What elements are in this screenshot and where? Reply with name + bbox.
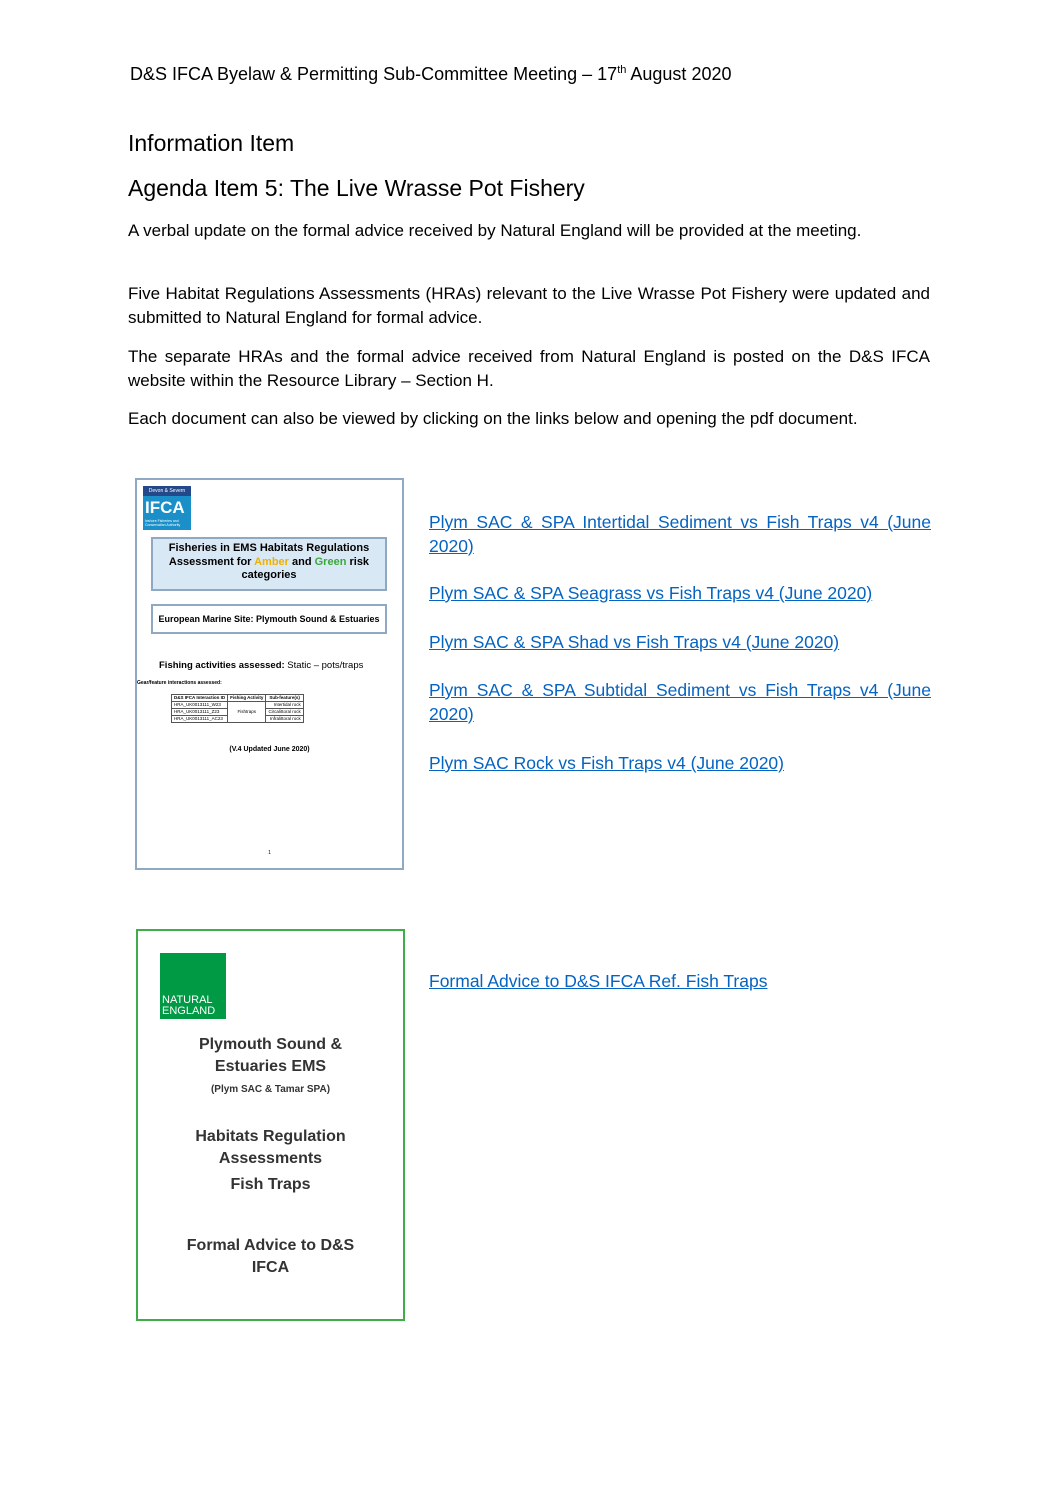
activities-label: Fishing activities assessed: — [159, 660, 285, 671]
table-cell: HRA_UK0013111_AC23 — [172, 716, 228, 723]
hra-cover-title — [151, 537, 387, 591]
hra-cover-version: (V.4 Updated June 2020) — [229, 746, 310, 753]
natural-england-logo — [160, 953, 226, 1019]
ifca-logo — [143, 486, 191, 530]
table-cell: Circalittoral rock — [266, 709, 303, 716]
link-shad[interactable]: Plym SAC & SPA Shad vs Fish Traps v4 (June 2020) — [429, 632, 840, 652]
paragraph-2: Five Habitat Regulations Assessments (HRAs) relevant to the Live Wrasse Pot Fishery were updated and submitted to Natural England for formal advice. — [128, 284, 930, 327]
link-rock[interactable]: Plym SAC Rock vs Fish Traps v4 (June 2020) — [429, 753, 784, 773]
table-header: Fishing Activity — [228, 695, 266, 702]
logo-line: ENGLAND — [162, 1005, 216, 1017]
hra-cover-table — [171, 694, 304, 723]
agenda-heading: Agenda Item 5: The Live Wrasse Pot Fishery — [128, 175, 585, 201]
hra-cover-gear-label: Gear/feature interactions assessed: — [137, 680, 222, 686]
title-part: Fisheries in EMS Habitats Regulations Assessment for — [168, 542, 370, 568]
paragraph-1: A verbal update on the formal advice received by Natural England will be provided at the meeting. — [128, 221, 862, 240]
table-cell: HRA_UK0013111_Z23 — [172, 709, 228, 716]
table-header: D&S IFCA Interaction ID — [172, 695, 228, 702]
header-sup: th — [617, 64, 627, 76]
info-heading: Information Item — [128, 130, 295, 156]
table-header: Sub-feature(s) — [266, 695, 303, 702]
header-text: D&S IFCA Byelaw & Permitting Sub-Committee Meeting – 17 — [130, 64, 618, 84]
ne-cover-line: IFCA — [251, 1259, 290, 1276]
logo-line: NATURAL — [162, 994, 213, 1006]
natural-england-logo-text — [162, 995, 215, 1017]
hra-cover-activities — [159, 660, 363, 671]
table-cell: Intertidal rock — [266, 702, 303, 709]
table-cell: Fishtraps — [228, 702, 266, 723]
ne-cover-line: Fish Traps — [230, 1176, 311, 1193]
hra-cover-thumbnail[interactable] — [135, 478, 404, 870]
ne-cover-line: Plymouth Sound & — [198, 1036, 343, 1053]
paragraph-4: Each document can also be viewed by clicking on the links below and opening the pdf document. — [128, 409, 858, 428]
title-part: and — [288, 555, 315, 568]
page-header — [130, 64, 731, 85]
ne-cover-line: Habitats Regulation — [195, 1128, 346, 1145]
natural-england-cover-thumbnail[interactable] — [136, 929, 405, 1321]
ifca-logo-top: Devon & Severn — [143, 486, 191, 496]
ifca-logo-sub: Inshore Fisheries and Conservation Authority — [145, 519, 181, 527]
ne-cover-line: Formal Advice to D&S — [186, 1237, 355, 1254]
table-cell: HRA_UK0013111_W23 — [172, 702, 228, 709]
header-text-date: August 2020 — [626, 64, 732, 84]
table-cell: Infralittoral rock — [266, 716, 303, 723]
ne-cover-line: (Plym SAC & Tamar SPA) — [210, 1084, 331, 1095]
title-green: Green — [314, 555, 347, 568]
hra-cover-site: European Marine Site: Plymouth Sound & Estuaries — [151, 604, 387, 634]
hra-cover-page-number: 1 — [268, 850, 271, 856]
ifca-logo-mark: IFCA — [145, 498, 185, 517]
link-intertidal-sediment[interactable]: Plym SAC & SPA Intertidal Sediment vs Fish Traps v4 (June 2020) — [429, 512, 931, 556]
activities-value: Static – pots/traps — [284, 660, 364, 671]
title-part: risk categories — [241, 555, 370, 581]
link-seagrass[interactable]: Plym SAC & SPA Seagrass vs Fish Traps v4 (June 2020) — [429, 583, 873, 603]
ne-cover-line: Estuaries EMS — [214, 1058, 327, 1075]
table-row — [172, 702, 304, 709]
link-subtidal-sediment[interactable]: Plym SAC & SPA Subtidal Sediment vs Fish Traps v4 (June 2020) — [429, 680, 931, 724]
ne-cover-line: Assessments — [218, 1150, 323, 1167]
title-amber: Amber — [254, 555, 289, 568]
link-formal-advice[interactable]: Formal Advice to D&S IFCA Ref. Fish Traps — [429, 971, 768, 991]
paragraph-3: The separate HRAs and the formal advice received from Natural England is posted on the D&S IFCA website within the Resource Library – Section H. — [128, 347, 930, 390]
